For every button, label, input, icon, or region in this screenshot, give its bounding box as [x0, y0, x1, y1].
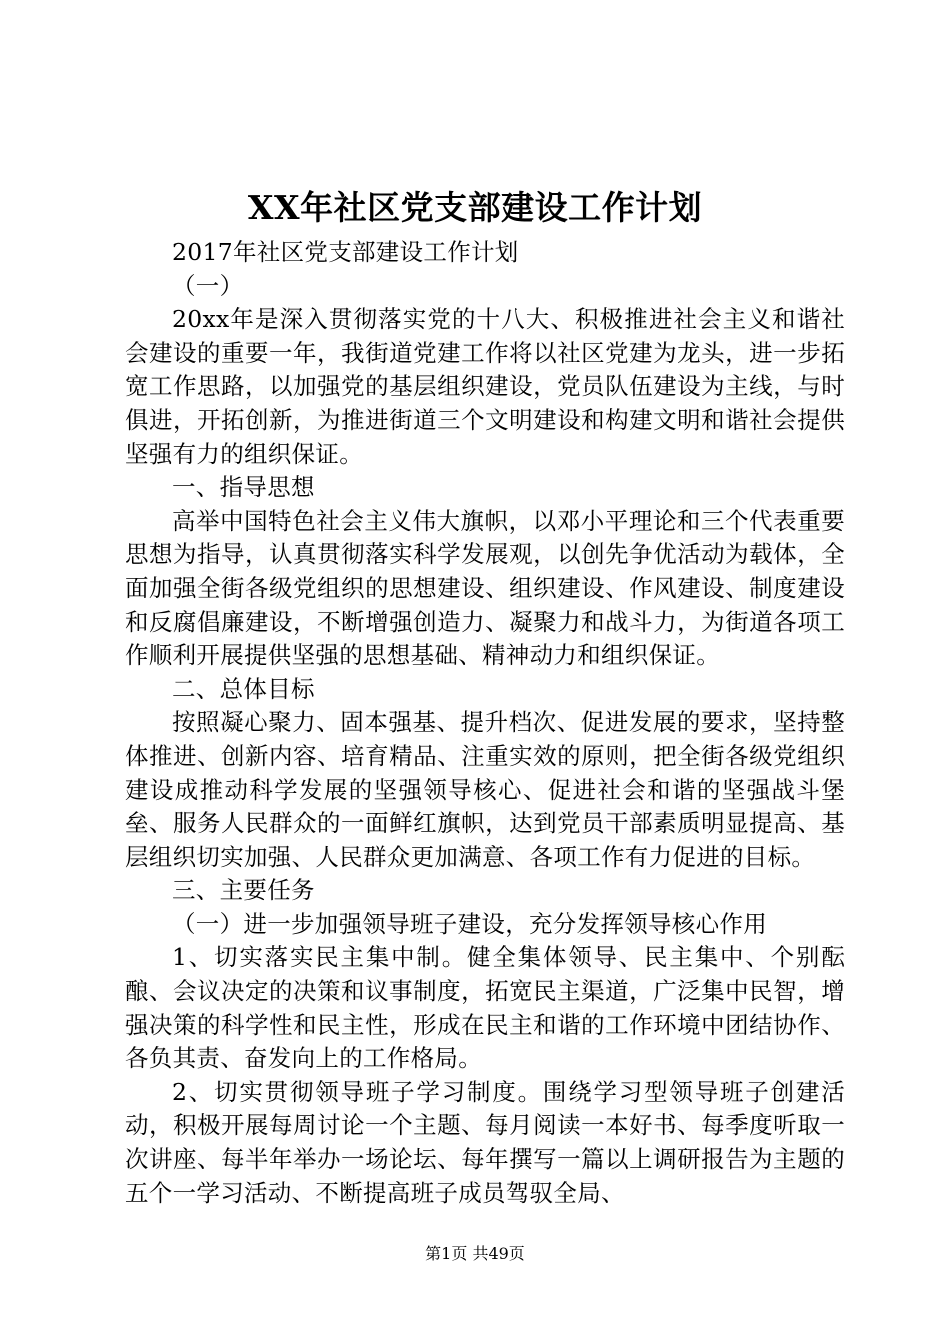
paragraph: 按照凝心聚力、固本强基、提升档次、促进发展的要求，坚持整体推进、创新内容、培育精品、注重实效的原则，把全街各级党组织建设成推动科学发展的坚强领导核心、促进社会和谐的坚强战斗堡垒、服务人民群众的一面鲜红旗帜，达到党员干部素质明显提高、基层组织切实加强、人民群众更加满意、各项工作有力促进的目标。	[125, 708, 845, 871]
section-heading: 二、总体目标	[172, 674, 315, 703]
section-heading: 一、指导思想	[172, 473, 315, 502]
paragraph: 2、切实贯彻领导班子学习制度。围绕学习型领导班子创建活动，积极开展每周讨论一个主题、每月阅读一本好书、每季度听取一次讲座、每半年举办一场论坛、每年撰写一篇以上调研报告为主题的五个一学习活动、不断提高班子成员驾驭全局、	[125, 1077, 845, 1207]
subsection-heading: （一）进一步加强领导班子建设，充分发挥领导核心作用	[172, 909, 767, 938]
paragraph: 高举中国特色社会主义伟大旗帜，以邓小平理论和三个代表重要思想为指导，认真贯彻落实科学发展观，以创先争优活动为载体，全面加强全街各级党组织的思想建设、组织建设、作风建设、制度建设和反腐倡廉建设，不断增强创造力、凝聚力和战斗力，为街道各项工作顺利开展提供坚强的思想基础、精神动力和组织保证。	[125, 506, 845, 670]
document-title: XX年社区党支部建设工作计划	[247, 188, 703, 227]
document-body	[125, 236, 845, 1210]
paragraph: （一）	[172, 271, 244, 300]
paragraph: 20xx年是深入贯彻落实党的十八大、积极推进社会主义和谐社会建设的重要一年，我街道党建工作将以社区党建为龙头，进一步拓宽工作思路，以加强党的基层组织建设，党员队伍建设为主线，与时俱进，开拓创新，为推进街道三个文明建设和构建文明和谐社会提供坚强有力的组织保证。	[125, 305, 845, 468]
paragraph: 2017年社区党支部建设工作计划	[172, 238, 519, 266]
section-heading: 三、主要任务	[172, 876, 315, 905]
paragraph: 1、切实落实民主集中制。健全集体领导、民主集中、个别酝酿、会议决定的决策和议事制度，拓宽民主渠道，广泛集中民智，增强决策的科学性和民主性，形成在民主和谐的工作环境中团结协作、各负其责、奋发向上的工作格局。	[125, 943, 845, 1073]
page-footer: 第1页 共49页	[425, 1244, 525, 1263]
